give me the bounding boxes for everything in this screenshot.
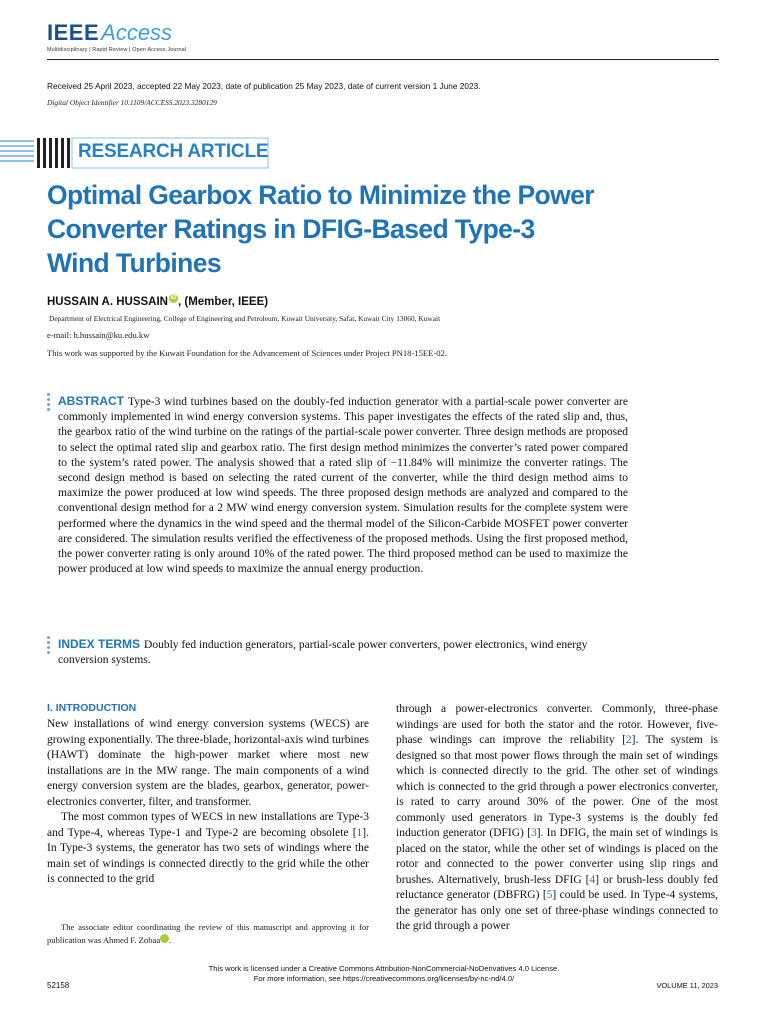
right-text-a: through a power-electronics converter. Commonly, three-phase windings are used for both the stator and the rotor. However, five-phase windings can improve the reliability [: [396, 703, 718, 746]
header-divider: [47, 59, 719, 60]
abstract-label: ABSTRACT: [58, 394, 124, 408]
title-line-1: Optimal Gearbox Ratio to Minimize the Power: [47, 180, 594, 210]
citation-link[interactable]: 5: [546, 889, 553, 901]
author-line: [47, 296, 268, 308]
footnote-end: .: [169, 935, 172, 945]
citation-link[interactable]: 3: [530, 827, 537, 839]
article-type-label: RESEARCH ARTICLE: [78, 141, 269, 162]
right-text-c: ]. In DFIG, the main set of windings is placed on the stator, while the other set of windings is placed on the rotor and connected to the power converter using slip rings and brushes. Alternatively, brush-less DFIG [: [396, 827, 718, 886]
license-notice: [0, 964, 768, 984]
license-line-2[interactable]: For more information, see https://creativecommons.org/licenses/by-nc-nd/4.0/: [253, 974, 515, 983]
author-name: HUSSAIN A. HUSSAIN: [47, 296, 168, 308]
footnote-text: The associate editor coordinating the review of this manuscript and approving it for publication was Ahmed F. Zobaa: [47, 922, 369, 945]
right-text-b: ]. The system is designed so that most power flows through the main set of windings which is connected directly to the grid. The other set of windings which is connected to the grid through a power electronics converter, is rated to carry around 30% of the power. One of the most commonly used generators in Type-3 systems is the doubly fed induction generator (DFIG) [: [396, 734, 718, 839]
volume-label: VOLUME 11, 2023: [656, 981, 718, 990]
author-affiliation: Department of Electrical Engineering, College of Engineering and Petroleum, Kuwait University, Safat, Kuwait City 13060, Kuwait: [49, 314, 441, 323]
index-terms-label: INDEX TERMS: [58, 637, 141, 651]
intro-p2-text-b: ]. In Type-3 systems, the generator has two sets of windings where the main set of windings is connected directly to the grid while the other is connected to the grid: [47, 826, 369, 885]
section-heading-introduction: I. INTRODUCTION: [47, 702, 137, 714]
abstract-text: Type-3 wind turbines based on the doubly-fed induction generator with a partial-scale power converter are commonly implemented in wind energy conversion systems. This paper investigates the effects of the rated slip and, thus, the gearbox ratio of the wind turbine on the ratings of the partial-scale power converter. Three design methods are proposed to select the optimal rated slip and gearbox ratio. The first design method minimizes the converter’s rated power compared to the system’s rated power. The analysis showed that a rated slip of −11.84% will minimize the converter ratings. The second design method is based on selecting the rated current of the converter, while the third design method aims to maximize the power produced at low wind speeds. The three proposed design methods are analyzed and compared to the conventional design method for a 2 MW wind energy conversion system. Simulation results for the complete system were performed where the dynamics in the wind speed and the thermal model of the Silicon-Carbide MOSFET power converter are considered. The simulation results verified the effectiveness of the proposed methods. Using the first proposed method, the power converter rating is only around 10% of the rated power. The third proposed method can be used to maximize the power produced at low wind speeds to maximize the annual energy production.: [58, 396, 628, 576]
index-terms-marker-icon: [47, 636, 50, 656]
paper-title: [47, 178, 687, 280]
index-terms: [58, 637, 628, 668]
received-dates: Received 25 April 2023, accepted 22 May 2023, date of publication 25 May 2023, date of current version 1 June 2023.: [47, 81, 481, 91]
doi-line: Digital Object Identifier 10.1109/ACCESS.2023.3280129: [47, 98, 217, 107]
orcid-icon[interactable]: iD: [170, 295, 177, 301]
citation-link[interactable]: 1: [356, 826, 363, 839]
right-text-e: ] could be used. In Type-4 systems, the generator has only one set of three-phase windings connected to the grid through a power: [396, 889, 718, 932]
journal-tagline: Multidisciplinary | Rapid Review | Open Access Journal: [47, 47, 187, 53]
author-membership: , (Member, IEEE): [177, 296, 269, 308]
right-text-d: ] or brush-less doubly fed reluctance generator (DBFRG) [: [396, 873, 718, 901]
journal-logo: [47, 22, 186, 53]
page-number: 52158: [47, 981, 70, 990]
intro-p2-text-a: The most common types of WECS in new installations are Type-3 and Type-4, whereas Type-1 and Type-2 are becoming obsolete [: [47, 811, 369, 839]
editor-footnote: [47, 921, 369, 947]
orcid-icon[interactable]: iD: [160, 934, 169, 943]
index-terms-text: Doubly fed induction generators, partial-scale power converters, power electronics, wind energy conversion systems.: [58, 639, 588, 667]
intro-paragraph-1: New installations of wind energy conversion systems (WECS) are growing exponentially. The three-blade, horizontal-axis wind turbines (HAWT) dominate the high-power market where most new installations are in the MW range. The main components of a wind energy conversion system are the blades, gearbox, generator, power-electronics converter, filter, and transformer.: [47, 718, 369, 808]
abstract: [58, 394, 628, 577]
abstract-marker-icon: [47, 393, 50, 413]
citation-link[interactable]: 4: [589, 873, 596, 886]
logo-ieee-text: IEEE: [47, 20, 100, 45]
intro-paragraph-continued: [396, 702, 718, 935]
title-line-2: Converter Ratings in DFIG-Based Type-3: [47, 214, 535, 244]
title-line-3: Wind Turbines: [47, 248, 222, 278]
left-column: [47, 702, 369, 888]
citation-link[interactable]: 2: [625, 734, 632, 746]
intro-paragraph-2: [47, 810, 369, 888]
license-line-1: This work is licensed under a Creative Commons Attribution-NonCommercial-NoDerivatives 4.0 License.: [208, 964, 560, 973]
logo-access-text: Access: [101, 20, 173, 45]
right-column: [396, 702, 718, 935]
author-email[interactable]: e-mail: h.hussain@ku.edu.kw: [47, 330, 150, 340]
funding-note: This work was supported by the Kuwait Foundation for the Advancement of Sciences under Project PN18-15EE-02.: [47, 348, 448, 358]
